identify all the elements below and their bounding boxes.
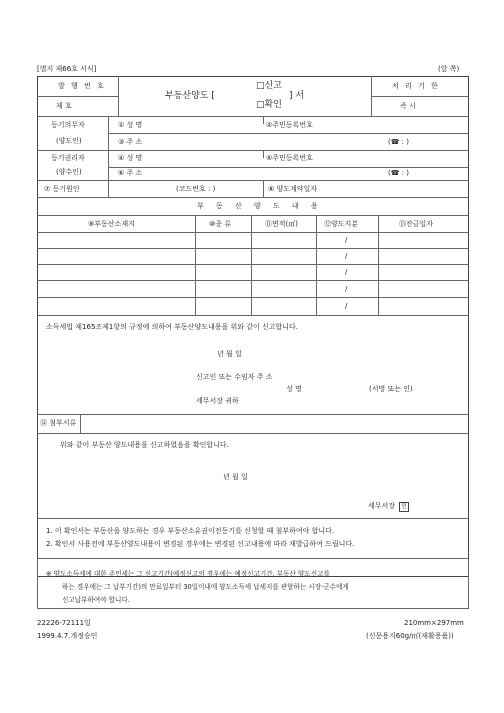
- paper-size: 210mm×297mm: [404, 619, 464, 627]
- attachment-form-label: [별지 제66호 서식]: [37, 65, 97, 73]
- column-header-location: ⑨부동산소재지: [88, 220, 135, 228]
- confirm-checkbox-option[interactable]: □확인: [256, 100, 282, 110]
- obligor-phone: (☎ : ): [388, 138, 409, 146]
- obligor-id-label: ②주민등록번호: [266, 121, 313, 129]
- obligor-address-label: ③ 주 소: [118, 138, 143, 146]
- column-header-balance-date: ⑬잔금일자: [399, 220, 434, 228]
- declaration-date: 년 월 일: [217, 350, 242, 358]
- page-side-label: (앞 쪽): [438, 65, 460, 73]
- form-code: 22226-72111일: [37, 619, 91, 627]
- remark-line-1: ※ 양도소득세에 대한 주민세는 그 신고기간(예정신고의 경우에는 예정신고기간, 부동산 양도신고를: [46, 570, 330, 578]
- tax-office-chief: 세무서장: [368, 502, 396, 510]
- recipient-label: 세무서장 귀하: [196, 397, 239, 405]
- column-header-share: ⑫양도지분: [324, 220, 359, 228]
- holder-label: 등기권리자: [51, 154, 85, 162]
- form-title-main: 부동산양도 [: [165, 91, 215, 101]
- share-separator: /: [345, 236, 348, 244]
- holder-sub-label: (양수인): [56, 168, 82, 176]
- issue-number-label: 발 행 번 호: [58, 82, 106, 90]
- declaration-text: 소득세법 제165조제1항의 규정에 의하여 부동산양도내용을 위와 같이 신고합니다.: [46, 323, 298, 331]
- form-title-end: ] 서: [289, 91, 305, 101]
- remark-line-3: 신고납부하여야 합니다.: [62, 596, 130, 604]
- remark-line-2: 하는 경우에는 그 납부기간)의 만료일부터 30일이내에 양도소득세 납세지를 관할하는 시장·군수에게: [62, 583, 349, 591]
- seal-icon: [399, 502, 409, 512]
- signature-label: (서명 또는 인): [369, 385, 413, 393]
- share-separator: /: [345, 252, 348, 260]
- column-header-type: ⑩종 류: [209, 220, 232, 228]
- confirmation-text: 위와 같이 부동산 양도내용을 신고하였음을 확인합니다.: [60, 441, 229, 449]
- obligor-label: 등기의무자: [51, 121, 85, 129]
- obligor-sub-label: (양도인): [56, 137, 82, 145]
- applicant-name-label: 성 명: [286, 385, 302, 393]
- share-separator: /: [345, 268, 348, 276]
- column-header-area: ⑪면적(㎡): [265, 220, 298, 228]
- paper-spec: (신문용지60g/㎡(재활용품)): [366, 632, 454, 640]
- approval-date: 1999.4.7.개정승인: [37, 632, 98, 640]
- holder-name-label: ④ 성 명: [118, 154, 143, 162]
- share-separator: /: [345, 302, 348, 310]
- seal-mark: 인: [399, 502, 409, 512]
- processing-immediate: 즉 시: [400, 102, 416, 110]
- transfer-section-title: 부 동 산 양 도 내 용: [197, 202, 323, 210]
- holder-id-label: ⑤주민등록번호: [266, 154, 313, 162]
- holder-address-label: ⑥ 주 소: [118, 169, 143, 177]
- holder-phone: (☎ : ): [388, 169, 409, 177]
- processing-period-label: 처 리 기 한: [392, 82, 440, 90]
- attachment-label: ⑭ 첨부서류: [40, 419, 77, 427]
- report-checkbox-option[interactable]: □신고: [256, 81, 282, 91]
- applicant-address-label: 신고인 또는 수임자 주 소: [196, 373, 273, 381]
- cause-code: (코드번호 : ): [176, 185, 216, 193]
- share-separator: /: [345, 285, 348, 293]
- note-2: 2. 확인서 사용전에 부동산양도내용이 변경된 경우에는 변경된 신고내용에 따라 재발급하여 드립니다.: [46, 540, 355, 548]
- confirmation-date: 년 월 일: [223, 473, 248, 481]
- obligor-name-label: ① 성 명: [118, 121, 143, 129]
- number-label: 제 호: [56, 102, 72, 110]
- note-1: 1. 이 확인서는 부동산을 양도하는 경우 부동산소유권이전등기를 신청할 때 첨부하여야 합니다.: [46, 527, 335, 535]
- contract-date-label: ⑧ 양도계약일자: [268, 185, 318, 193]
- cause-label: ⑦ 등기원인: [44, 185, 80, 193]
